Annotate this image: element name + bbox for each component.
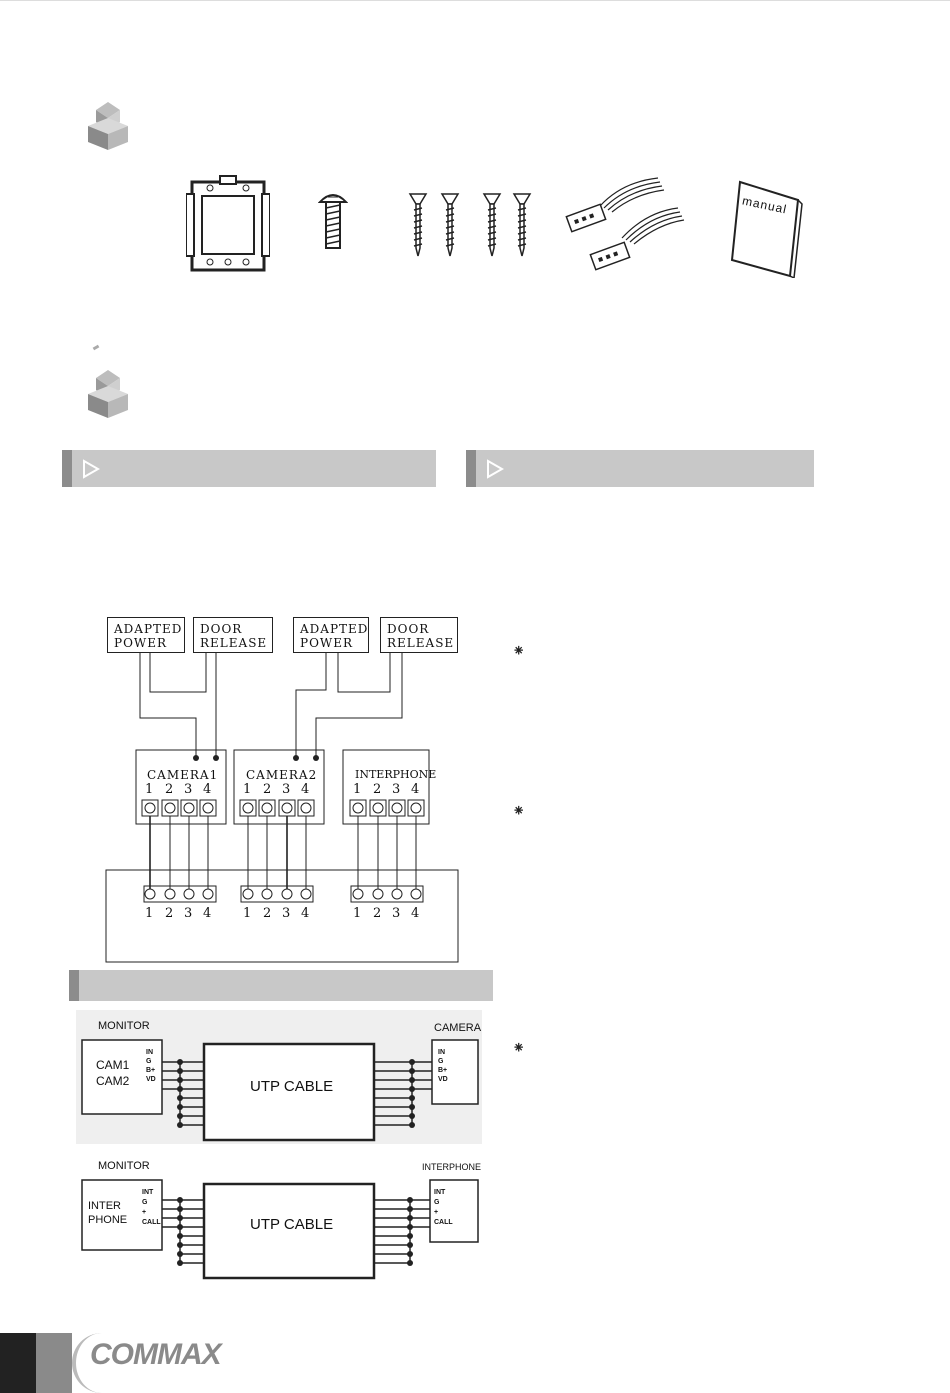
monitor-pin-labels [142, 1188, 161, 1228]
terminal-number: 1 [145, 782, 154, 797]
note-asterisk: ⁕ [512, 1040, 526, 1057]
pin-label: + [142, 1209, 147, 1216]
footer-dark-block [0, 1333, 36, 1393]
adapted-power-line2: POWER [300, 636, 354, 650]
terminal-number: 3 [184, 906, 193, 921]
pin-label: + [434, 1209, 439, 1216]
tick-mark [93, 345, 100, 351]
terminal-number: 2 [373, 906, 382, 921]
play-triangle-icon [82, 459, 100, 479]
camera1-label: CAMERA1 [147, 768, 219, 782]
pin-label: INT [434, 1189, 446, 1196]
utp-camera-diagram [76, 1010, 482, 1144]
terminal-number: 1 [243, 906, 252, 921]
section-bar-utp [69, 970, 493, 1001]
door-release-box-2 [380, 617, 458, 653]
terminal-number: 3 [282, 906, 291, 921]
terminal-number: 2 [373, 782, 382, 797]
interphone-label: INTERPHONE [422, 1162, 482, 1172]
terminal-number: 1 [145, 906, 154, 921]
terminal-number: 4 [411, 906, 420, 921]
terminal-number: 3 [184, 782, 193, 797]
terminal-number: 4 [203, 906, 212, 921]
adapted-power-box-2 [293, 617, 369, 653]
section-cube-icon [84, 96, 134, 152]
door-release-line2: RELEASE [200, 636, 268, 650]
section-bar-edge [62, 450, 72, 487]
terminal-number: 1 [353, 782, 362, 797]
camera2-label: CAMERA2 [246, 768, 318, 782]
terminal-number: 2 [263, 782, 272, 797]
terminal-number: 3 [392, 906, 401, 921]
pin-label: CALL [142, 1219, 161, 1226]
pin-label: B+ [146, 1067, 156, 1074]
terminal-number: 1 [243, 782, 252, 797]
utp-cable-label: UTP CABLE [250, 1078, 334, 1095]
wood-screws-icon [408, 190, 536, 260]
interphone-pin-labels [434, 1188, 453, 1228]
inter-label: INTER [88, 1200, 121, 1212]
section-bar-edge [466, 450, 476, 487]
camera-label: CAMERA [434, 1022, 482, 1034]
footer-gray-block [36, 1333, 72, 1393]
play-triangle-icon [486, 459, 504, 479]
pin-label: IN [146, 1049, 153, 1056]
section-bar-edge [69, 970, 79, 1001]
utp-interphone-diagram [76, 1158, 482, 1282]
pin-label: G [438, 1058, 444, 1065]
adapted-power-line1: ADAPTED [114, 622, 183, 636]
door-release-line2: RELEASE [387, 636, 455, 650]
terminal-number: 4 [411, 782, 420, 797]
phone-label: PHONE [88, 1214, 128, 1226]
terminal-number: 3 [282, 782, 291, 797]
monitor-label: MONITOR [98, 1020, 150, 1032]
monitor-pin-labels [146, 1048, 156, 1084]
pin-label: INT [142, 1189, 154, 1196]
pin-label: G [146, 1058, 152, 1065]
manual-booklet-icon [728, 178, 808, 278]
interphone-label: INTERPHONE [355, 768, 437, 781]
terminal-number: 4 [301, 906, 310, 921]
terminal-number: 3 [392, 782, 401, 797]
bracket-icon [186, 174, 270, 274]
connector-cables-icon [562, 172, 686, 276]
terminal-number: 1 [353, 906, 362, 921]
camera-pin-labels [438, 1048, 448, 1084]
note-asterisk: ⁕ [512, 643, 526, 660]
adapted-power-line1: ADAPTED [300, 622, 369, 636]
header-rule [0, 0, 950, 1]
pin-label: B+ [438, 1067, 448, 1074]
commax-logo: COMMAX [90, 1338, 221, 1371]
terminal-number: 2 [165, 782, 174, 797]
manual-label: manual [741, 193, 789, 217]
pin-label: IN [438, 1049, 445, 1056]
section-bar-left [62, 450, 436, 487]
terminal-number: 2 [165, 906, 174, 921]
adapted-power-box-1 [107, 617, 185, 653]
screw-icon [318, 192, 348, 254]
utp-cable-label: UTP CABLE [250, 1216, 334, 1233]
section-cube-icon [84, 364, 134, 420]
door-release-line1: DOOR [387, 622, 430, 636]
pin-label: G [142, 1199, 148, 1206]
pin-label: G [434, 1199, 440, 1206]
terminal-number: 4 [301, 782, 310, 797]
cam1-label: CAM1 [96, 1058, 130, 1072]
cam2-label: CAM2 [96, 1074, 130, 1088]
pin-label: CALL [434, 1219, 453, 1226]
note-asterisk: ⁕ [512, 803, 526, 820]
pin-label: VD [146, 1076, 156, 1083]
terminal-number: 4 [203, 782, 212, 797]
monitor-label: MONITOR [98, 1160, 150, 1172]
door-release-box-1 [193, 617, 273, 653]
door-release-line1: DOOR [200, 622, 243, 636]
section-bar-right [466, 450, 814, 487]
terminal-number: 2 [263, 906, 272, 921]
pin-label: VD [438, 1076, 448, 1083]
adapted-power-line2: POWER [114, 636, 168, 650]
